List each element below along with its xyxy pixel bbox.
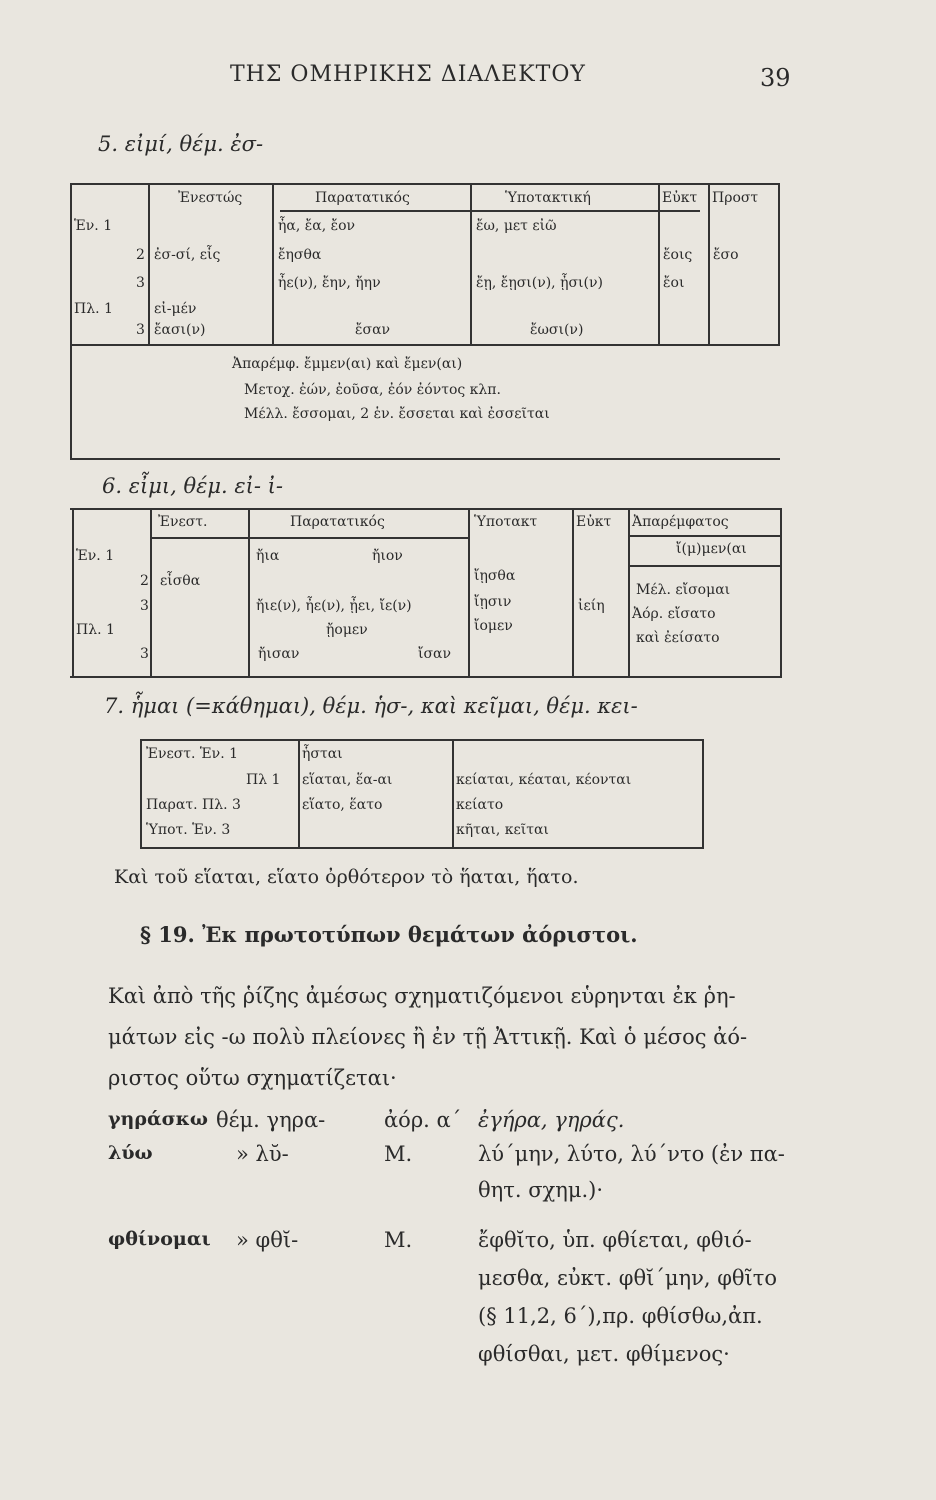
cell-keimai: κείατο	[456, 797, 504, 813]
row-label: Ἑν. 1	[76, 548, 115, 564]
example-stem: θέμ. γηρα-	[216, 1108, 326, 1132]
row-label: 3	[136, 275, 145, 291]
example-forms: λύ΄μην, λύτο, λύ΄ντο (ἐν πα-	[478, 1142, 785, 1166]
body-line: μάτων εἰς -ω πολὺ πλείονες ἢ ἐν τῇ Ἀττικῇ. Καὶ ὁ μέσος ἀό-	[108, 1025, 748, 1049]
cell-hypot: ἴῃσθα	[474, 568, 516, 584]
header-hypotaktiki: Ὑποτακτική	[505, 190, 591, 206]
cell-parat: ἦε(ν), ἔην, ἤην	[278, 275, 381, 291]
row-label: Πλ 1	[246, 772, 281, 788]
cell-parat: ᾔομεν	[326, 622, 368, 638]
example-tense: Μ.	[384, 1228, 413, 1252]
footnote-infinitive: Ἀπαρέμφ. ἔμμεν(αι) καὶ ἔμεν(αι)	[232, 356, 463, 372]
cell-enest: εἶσθα	[160, 573, 201, 589]
row-label: 3	[140, 646, 149, 662]
cell-parat: ἤια	[256, 548, 280, 564]
cell-eukt: ἰείη	[578, 598, 605, 614]
section-19-title: § 19. Ἐκ πρωτοτύπων θεμάτων ἀόριστοι.	[140, 922, 638, 947]
row-label: 2	[136, 247, 145, 263]
aorist-form: Ἀόρ. εἴσατο	[632, 606, 716, 622]
page-number: 39	[760, 64, 791, 92]
cell-eimai: εἵατο, ἕατο	[302, 797, 383, 813]
header-paratatikos: Παρατατικός	[290, 514, 385, 530]
example-forms: μεσθα, εὐκτ. φθῐ΄μην, φθῖτο	[478, 1266, 778, 1290]
body-line: ριστος οὕτω σχηματίζεται·	[108, 1066, 397, 1090]
header-hypotakt: Ὑποτακτ	[474, 514, 538, 530]
cell-keimai: κείαται, κέαται, κέονται	[456, 772, 632, 788]
cell-hypot: ἔῃ, ἔῃσι(ν), ᾖσι(ν)	[476, 275, 603, 291]
row-label: Παρατ. Πλ. 3	[146, 797, 241, 813]
header-paratatikos: Παρατατικός	[315, 190, 410, 206]
row-label: Ἑν. 1	[74, 218, 113, 234]
cell-eukt: ἔοι	[663, 275, 685, 291]
example-forms: (§ 11,2, 6΄),πρ. φθίσθω,ἀπ.	[478, 1304, 763, 1328]
future-form: Μέλ. εἴσομαι	[636, 582, 731, 598]
cell-parat: ἔησθα	[278, 247, 322, 263]
example-forms: φθίσθαι, μετ. φθίμενος·	[478, 1342, 730, 1366]
cell-hypot: ἔωσι(ν)	[530, 322, 584, 338]
row-label: Ὑποτ. Ἑν. 3	[146, 822, 231, 838]
cell-enest: ἔασι(ν)	[154, 322, 206, 338]
example-forms: θητ. σχημ.)·	[478, 1178, 604, 1202]
example-stem: » φθῐ-	[236, 1228, 299, 1252]
body-line: Καὶ ἀπὸ τῆς ῥίζης ἀμέσως σχηματιζόμενοι εὑρηνται ἐκ ῥη-	[108, 984, 736, 1008]
row-label: 2	[140, 573, 149, 589]
footnote-participle: Μετοχ. ἐών, ἐοῦσα, ἐόν ἐόντος κλπ.	[244, 382, 501, 398]
note-line: Καὶ τοῦ εἵαται, εἵατο ὀρθότερον τὸ ἥαται, ἥατο.	[114, 866, 579, 888]
example-tense: Μ.	[384, 1142, 413, 1166]
cell-enest: εἰ-μέν	[154, 301, 197, 317]
example-verb: λύω	[108, 1142, 153, 1164]
cell-parat: ἤισαν	[258, 646, 300, 662]
example-verb: φθίνομαι	[108, 1228, 211, 1250]
header-aparemfatos: Ἀπαρέμφατος	[632, 514, 729, 530]
footnote-future: Μέλλ. ἔσσομαι, 2 ἑν. ἔσσεται καὶ ἐσσεῖται	[244, 406, 550, 422]
section-6-label: 6. εἶμι, θέμ. εἰ- ἰ-	[102, 474, 283, 498]
infinitive-form: ἴ(μ)μεν(αι	[676, 541, 747, 557]
page-header: ΤΗΣ ΟΜΗΡΙΚΗΣ ΔΙΑΛΕΚΤΟΥ	[230, 62, 586, 87]
row-label: Πλ. 1	[76, 622, 115, 638]
cell-parat: ἦα, ἔα, ἔον	[278, 218, 356, 234]
cell-keimai: κῆται, κεῖται	[456, 822, 549, 838]
section-7-label: 7. ἧμαι (=κάθημαι), θέμ. ἡσ-, καὶ κεῖμαι, θέμ. κει-	[104, 694, 638, 718]
example-stem: » λῠ-	[236, 1142, 289, 1166]
header-prost: Προστ	[712, 190, 759, 206]
cell-eukt: ἔοις	[663, 247, 693, 263]
row-label: 3	[136, 322, 145, 338]
cell-hypot: ἴομεν	[474, 618, 513, 634]
example-tense: ἀόρ. α΄	[384, 1108, 462, 1132]
row-label: 3	[140, 598, 149, 614]
example-forms: ἐγήρα, γηράς.	[478, 1108, 625, 1132]
header-eukt: Εὐκτ	[662, 190, 698, 206]
cell-eimai: ἧσται	[302, 746, 343, 762]
cell-prost: ἔσο	[713, 247, 739, 263]
header-enestos: Ἐνεστώς	[178, 190, 243, 206]
cell-parat: ἔσαν	[355, 322, 391, 338]
cell-eimai: εἵαται, ἕα-αι	[302, 772, 393, 788]
section-5-label: 5. εἰμί, θέμ. ἐσ-	[98, 132, 264, 156]
header-enest: Ἐνεστ.	[158, 514, 208, 530]
cell-enest: ἐσ-σί, εἷς	[154, 247, 221, 263]
aorist-alt-form: καὶ ἐείσατο	[636, 630, 720, 646]
example-forms: ἔφθῐτο, ὑπ. φθίεται, φθιό-	[478, 1228, 752, 1252]
cell-hypot: ἴῃσιν	[474, 594, 512, 610]
row-label: Ἐνεστ. Ἑν. 1	[146, 746, 239, 762]
cell-hypot: ἔω, μετ εἰῶ	[476, 218, 557, 234]
cell-parat: ἤιε(ν), ἦε(ν), ᾖει, ἴε(ν)	[256, 598, 412, 614]
row-label: Πλ. 1	[74, 301, 113, 317]
cell-parat: ἤιον	[372, 548, 403, 564]
example-verb: γηράσκω	[108, 1108, 208, 1130]
header-eukt: Εὐκτ	[576, 514, 612, 530]
cell-parat: ἴσαν	[418, 646, 452, 662]
